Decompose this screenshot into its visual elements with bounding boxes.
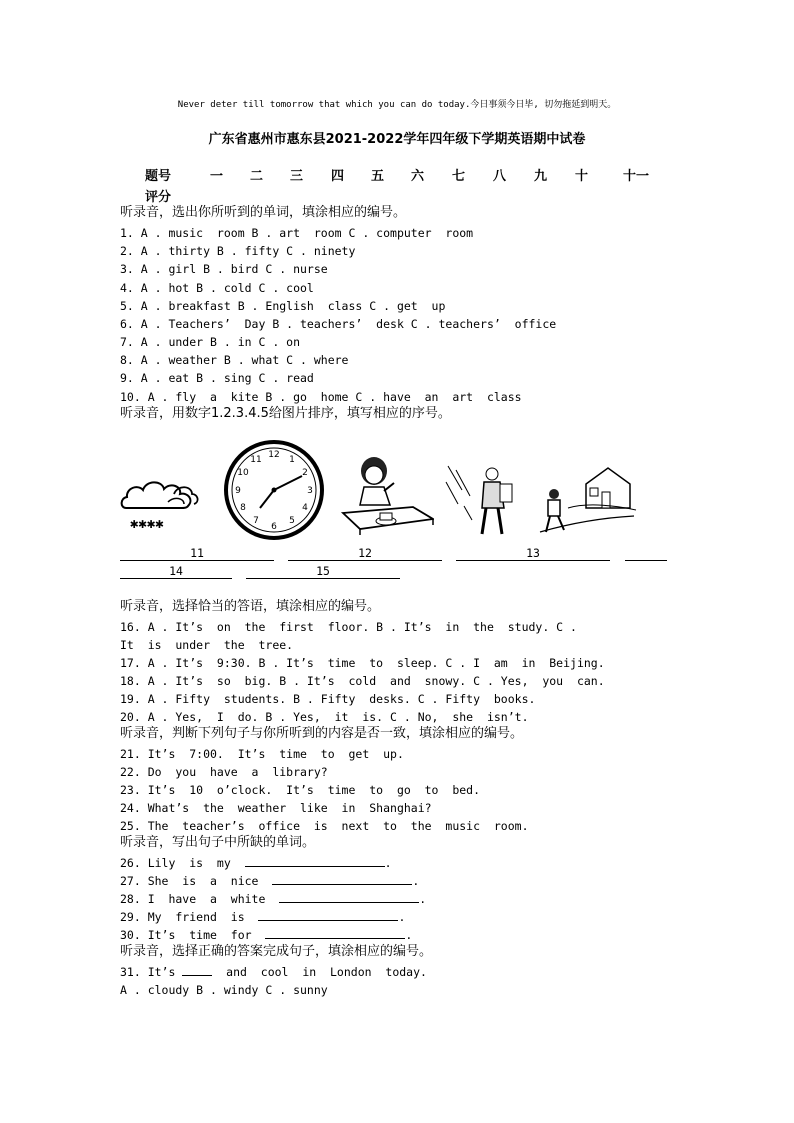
question-options: A . cloudy B . windy C . sunny xyxy=(120,983,328,997)
fill-blank[interactable] xyxy=(272,873,412,885)
fill-blank-suffix: . xyxy=(405,928,413,942)
fill-blank-suffix: . xyxy=(398,910,406,924)
svg-text:5: 5 xyxy=(289,516,295,526)
snow-cloud-picture xyxy=(118,470,202,532)
svg-text:✱✱✱✱: ✱✱✱✱ xyxy=(130,516,164,532)
question-item: 9. A . eat B . sing C . read xyxy=(120,371,314,385)
fill-blank-suffix: . xyxy=(419,892,427,906)
score-col: 七 xyxy=(452,169,466,184)
question-item: 18. A . It’s so big. B . It’s cold and snowy. C . Yes, you can. xyxy=(120,674,605,688)
fill-blank-item xyxy=(120,909,405,925)
page-title: 广东省惠州市惠东县2021-2022学年四年级下学期英语期中试卷 xyxy=(208,132,586,147)
section3-instruction: 听录音，选择恰当的答语，填涂相应的编号。 xyxy=(120,599,381,614)
fill-blank-item xyxy=(120,855,392,871)
svg-text:9: 9 xyxy=(235,486,241,496)
svg-text:4: 4 xyxy=(302,503,308,513)
fill-blank-item xyxy=(120,927,412,943)
motto: Never deter till tomorrow that which you can do today.今日事须今日毕, 切勿拖延到明天。 xyxy=(177,100,617,110)
fill-blank-prefix: 29. My friend is xyxy=(120,910,259,924)
svg-text:7: 7 xyxy=(253,516,259,526)
score-header-label: 题号 xyxy=(145,169,172,184)
question-item: 21. It’s 7:00. It’s time to get up. xyxy=(120,747,404,761)
answer-blank[interactable]: 13 xyxy=(456,546,610,561)
score-col: 五 xyxy=(371,169,385,184)
fill-blank[interactable] xyxy=(245,855,385,867)
question-item: 7. A . under B . in C . on xyxy=(120,335,301,349)
score-col: 三 xyxy=(290,169,304,184)
fill-blank-prefix: 28. I have a white xyxy=(120,892,280,906)
question-item: 20. A . Yes, I do. B . Yes, it is. C . No, she isn’t. xyxy=(120,710,529,724)
question-item: 8. A . weather B . what C . where xyxy=(120,353,349,367)
question-item: 5. A . breakfast B . English class C . get up xyxy=(120,299,446,313)
score-col: 八 xyxy=(493,169,507,184)
score-row-label: 评分 xyxy=(145,190,172,205)
question-item xyxy=(120,964,427,980)
svg-text:2: 2 xyxy=(302,468,308,478)
answer-blank[interactable]: 14 xyxy=(120,564,232,579)
fill-blank-prefix: 26. Lily is my xyxy=(120,856,245,870)
svg-text:11: 11 xyxy=(250,455,262,465)
score-col: 九 xyxy=(534,169,548,184)
question-item: 10. A . fly a kite B . go home C . have an art class xyxy=(120,390,522,404)
man-in-rain-picture xyxy=(444,462,524,540)
section6-instruction: 听录音，选择正确的答案完成句子，填涂相应的编号。 xyxy=(120,944,433,959)
answer-blank[interactable]: 12 xyxy=(288,546,442,561)
boy-going-home-picture xyxy=(538,462,638,538)
svg-text:12: 12 xyxy=(268,450,280,460)
question-item: 17. A . It’s 9:30. B . It’s time to sleep. C . I am in Beijing. xyxy=(120,656,605,670)
answer-blank-continued xyxy=(625,546,667,561)
question-item: It is under the tree. xyxy=(120,638,294,652)
svg-text:3: 3 xyxy=(307,486,313,496)
question-item: 3. A . girl B . bird C . nurse xyxy=(120,262,328,276)
svg-text:8: 8 xyxy=(240,503,246,513)
fill-blank[interactable] xyxy=(279,891,419,903)
fill-blank-item xyxy=(120,873,419,889)
girl-eating-picture xyxy=(338,455,434,539)
score-col: 十一 xyxy=(623,169,650,184)
answer-blank[interactable]: 15 xyxy=(246,564,400,579)
section4-instruction: 听录音，判断下列句子与你所听到的内容是否一致，填涂相应的编号。 xyxy=(120,726,524,741)
question-item: 19. A . Fifty students. B . Fifty desks. C . Fifty books. xyxy=(120,692,536,706)
question-item: 16. A . It’s on the first floor. B . It’s in the study. C . xyxy=(120,620,577,634)
score-col: 六 xyxy=(411,169,425,184)
q31-prefix: 31. It’s xyxy=(120,965,183,979)
question-item: 1. A . music room B . art room C . computer room xyxy=(120,226,474,240)
score-col: 四 xyxy=(331,169,345,184)
fill-blank[interactable] xyxy=(265,927,405,939)
fill-blank[interactable] xyxy=(182,964,212,976)
svg-text:6: 6 xyxy=(271,522,277,532)
score-col: 一 xyxy=(210,169,224,184)
section2-instruction: 听录音，用数字1.2.3.4.5给图片排序，填写相应的序号。 xyxy=(120,406,451,421)
section1-instruction: 听录音，选出你所听到的单词，填涂相应的编号。 xyxy=(120,205,407,220)
fill-blank-suffix: . xyxy=(384,856,392,870)
question-item: 6. A . Teachers’ Day B . teachers’ desk C . teachers’ office xyxy=(120,317,557,331)
section5-instruction: 听录音，写出句子中所缺的单词。 xyxy=(120,835,316,850)
question-item: 4. A . hot B . cold C . cool xyxy=(120,281,314,295)
q31-suffix: and cool in London today. xyxy=(212,965,427,979)
fill-blank[interactable] xyxy=(258,909,398,921)
clock-picture xyxy=(222,440,326,540)
score-table-header xyxy=(145,165,665,183)
fill-blank-prefix: 27. She is a nice xyxy=(120,874,273,888)
question-item: 24. What’s the weather like in Shanghai? xyxy=(120,801,432,815)
question-item: 2. A . thirty B . fifty C . ninety xyxy=(120,244,356,258)
question-item: 22. Do you have a library? xyxy=(120,765,328,779)
fill-blank-suffix: . xyxy=(412,874,420,888)
svg-text:1: 1 xyxy=(289,455,295,465)
score-col: 十 xyxy=(575,169,589,184)
question-item: 23. It’s 10 o’clock. It’s time to go to bed. xyxy=(120,783,481,797)
fill-blank-item xyxy=(120,891,426,907)
svg-text:10: 10 xyxy=(237,468,249,478)
fill-blank-prefix: 30. It’s time for xyxy=(120,928,266,942)
score-col: 二 xyxy=(250,169,264,184)
question-item: 25. The teacher’s office is next to the music room. xyxy=(120,819,529,833)
answer-blank[interactable]: 11 xyxy=(120,546,274,561)
